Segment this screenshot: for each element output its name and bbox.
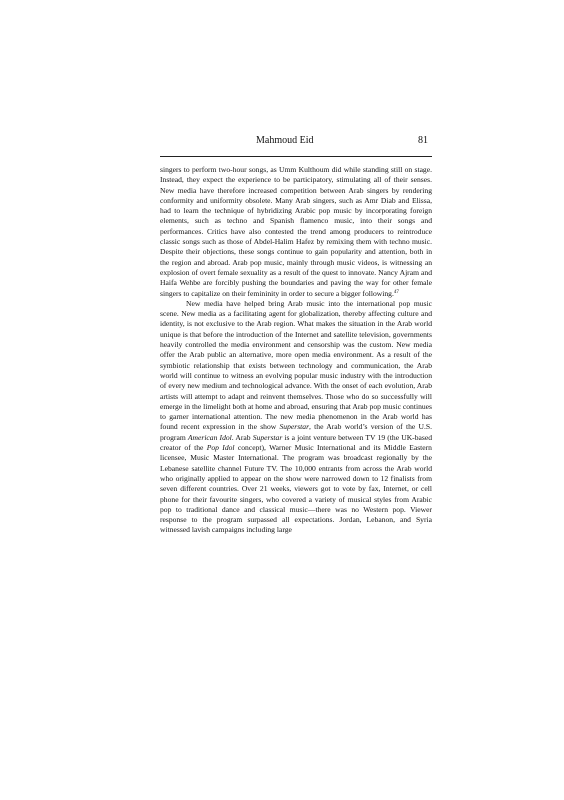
italic-superstar-2: Superstar: [252, 432, 283, 442]
paragraph-1: [160, 165, 432, 299]
italic-american-idol: American Idol: [187, 432, 232, 442]
paragraph-2-text-part5: concept), Warner Music International and its Middle Eastern licensee, Music Master International. The program was broadcast regionally by the Lebanese satellite channel Future TV. The 10,000 entrants from across the Arab world who originally applied to appear on the show were narrowed down to 12 finalists from seven different countries. Over 21 weeks, viewers got to vote by fax, Internet, or cell phone for their favourite singers, who covered a variety of musical styles from Arabic pop to traditional dance and classical music—there was no Western pop. Viewer response to the program surpassed all expectations. Jordan, Lebanon, and Syria witnessed lavish campaigns including large: [160, 443, 432, 535]
paragraph-2-text-part1: New media have helped bring Arab music into the international pop music scene. New media as a facilitating agent for globalization, thereby affecting culture and identity, is not exclusive to the Arab region. What makes the situation in the Arab world unique is that before the introduction of the Internet and satellite television, governments heavily controlled the media environment and censorship was the custom. New media offer the Arab public an alternative, more open media environment. As a result of the symbiotic relationship that exists between technology and communication, the Arab world will continue to witness an evolving popular music industry with the introduction of every new medium and technological advance. With the onset of each evolution, Arab artists will attempt to adapt and reinvent themselves. Those who do so successfully will emerge in the limelight both at home and abroad, ensuring that Arab pop music continues to garner international attention. The new media phenomenon in the Arab world has found recent expression in the show: [160, 298, 432, 432]
paragraph-2-text-part2: , the Arab world’s version of the U.S. program: [160, 422, 432, 442]
page-number: 81: [418, 135, 428, 146]
italic-superstar: Superstar: [279, 422, 310, 432]
paragraph-1-text: singers to perform two-hour songs, as Umm Kulthoum did while standing still on stage. Instead, they expect the experience to be participatory, stimulating all of their senses. New media have therefore increased competition between Arab singers by rendering conformity and uniformity obsolete. Many Arab singers, such as Amr Diab and Elissa, had to learn the technique of hybridizing Arabic pop music by incorporating foreign elements, such as techno and Spanish flamenco music, into their songs and performances. Critics have also contested the trend among producers to reintroduce classic songs such as those of Abdel-Halim Hafez by remixing them with techno music. Despite their objections, these songs continue to gain popularity and attention, both in the region and abroad. Arab pop music, mainly through music videos, is witnessing an explosion of overt female sexuality as a result of the quest to innovate. Nancy Ajram and Haifa Wehbe are forcibly pushing the boundaries and paving the way for other female singers to capitalize on their femininity in order to secure a bigger following.: [160, 165, 432, 298]
paragraph-2-text-part3: . Arab: [231, 432, 253, 442]
paragraph-2: [160, 299, 432, 536]
running-header: [160, 134, 432, 148]
footnote-marker: 47: [393, 289, 399, 295]
header-author: Mahmoud Eid: [256, 135, 314, 146]
header-rule: [160, 156, 432, 157]
body-text: [160, 165, 432, 536]
paragraph-2-text-part4: is a joint venture between TV 19 (the UK-based creator of the: [160, 432, 433, 453]
italic-pop-idol: Pop Idol: [206, 443, 235, 453]
